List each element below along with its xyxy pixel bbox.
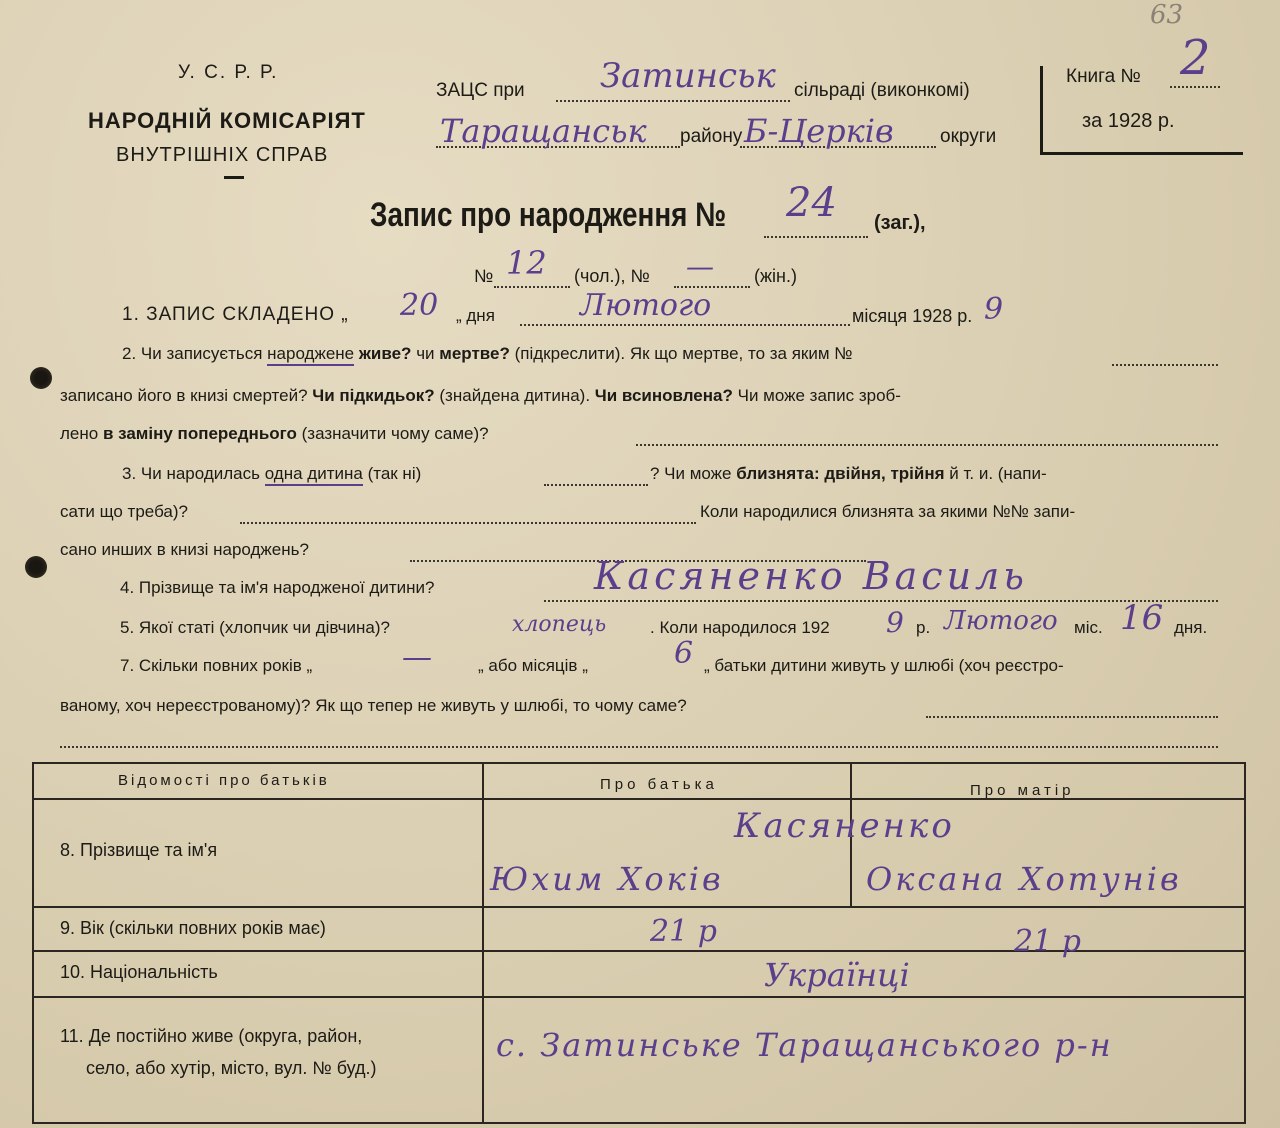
item3-l3: сано инших в книзі народжень? — [60, 540, 309, 559]
item5-dnia: дня. — [1174, 618, 1208, 637]
item7-l1c: „ батьки дитини живуть у шлюбі (хоч реєстро- — [704, 656, 1064, 675]
item3-l1c: (так ні) — [367, 464, 422, 483]
item7-l2: ваному, хоч нереєстрованому)? Як що тепер не живуть у шлюбі, то чому саме? — [60, 696, 687, 715]
item2-l3a: лено — [60, 424, 99, 443]
row10-nationality: Українці — [764, 956, 910, 994]
punch-hole-bottom — [25, 556, 47, 578]
table-header-father: Про батька — [600, 776, 718, 793]
sub-female-number: — — [686, 250, 714, 283]
item4-label: 4. Прізвище та ім'я народженої дитини? — [120, 578, 435, 597]
row11-label-l1: 11. Де постійно живе (округа, район, — [60, 1026, 363, 1046]
item2-l2e: Чи може запис зроб- — [737, 386, 901, 405]
birth-day: 16 — [1120, 598, 1164, 638]
record-number: 24 — [786, 180, 837, 226]
header-dash — [224, 176, 244, 179]
item7-l1a: 7. Скільки повних років „ — [120, 656, 313, 675]
item3-l1f: двійня, трійня — [824, 464, 945, 483]
zags-prefix: ЗАЦС при — [436, 80, 525, 101]
village-value: Затинськ — [600, 56, 776, 96]
marriage-years: — — [402, 640, 432, 675]
item3-l2a: сати що треба)? — [60, 502, 188, 521]
item2-l3c: (зазначити чому саме)? — [301, 424, 489, 443]
record-title: Запис про народження № — [370, 196, 727, 234]
district-label: району — [680, 126, 743, 147]
council-suffix: сільраді (виконкомі) — [794, 80, 970, 101]
birth-year-digit: 9 — [886, 606, 904, 639]
table-header-info: Відомості про батьків — [118, 772, 330, 789]
item2-l2d: Чи всиновлена? — [594, 386, 733, 405]
sub-female-label: (жін.) — [754, 266, 797, 286]
item2-l2c: (знайдена дитина). — [439, 386, 591, 405]
item1-label: 1. ЗАПИС СКЛАДЕНО „ — [122, 304, 349, 325]
item2-line2 — [60, 386, 901, 406]
item1-day-label: „ дня — [456, 306, 495, 325]
item2-line3 — [60, 424, 489, 444]
item3-line1 — [122, 464, 421, 484]
row11-residence: с. Затинське Таращанського р-н — [496, 1026, 1113, 1064]
ministry-label: ВНУТРІШНІХ СПРАВ — [116, 144, 329, 166]
birth-month: Лютого — [944, 606, 1058, 636]
item1-day: 20 — [400, 288, 439, 323]
row8-father-name: Юхим Хоків — [490, 860, 724, 898]
item2-line1 — [122, 344, 853, 364]
item5-mis: міс. — [1074, 618, 1103, 637]
item3-l1a: 3. Чи народилась — [122, 464, 260, 483]
commissariat-label: НАРОДНІЙ КОМІСАРІЯТ — [88, 108, 366, 133]
item3-l2b: Коли народилися близнята за якими №№ запи- — [700, 502, 1076, 521]
row11-label-l2: село, або хутір, місто, вул. № буд.) — [86, 1058, 377, 1078]
item1-year-fix: 9 — [984, 292, 1004, 327]
row9-label: 9. Вік (скільки повних років має) — [60, 918, 326, 938]
item1-month: Лютого — [580, 288, 712, 323]
okruha-value: Б-Церків — [744, 112, 894, 150]
marriage-months: 6 — [674, 636, 694, 671]
item3-line1b — [650, 464, 1047, 484]
child-sex: хлопець — [512, 612, 607, 637]
item1-tail: місяця 1928 р. — [852, 306, 973, 326]
district-value: Таращанськ — [440, 112, 647, 150]
item2-l3b: в заміну попереднього — [102, 424, 297, 443]
item2-l1a: 2. Чи записується — [122, 344, 263, 363]
item3-l1g: й т. и. (напи- — [949, 464, 1047, 483]
row9-father-age: 21 р — [650, 914, 717, 949]
item3-l1d: ? Чи може — [650, 464, 732, 483]
item2-l1f: (підкреслити). Як що мертве, то за яким № — [514, 344, 853, 363]
item2-l1e: мертве? — [439, 344, 510, 363]
row10-label: 10. Національність — [60, 962, 218, 982]
row9-mother-age: 21 р — [1014, 924, 1081, 959]
row8-surname: Касяненко — [734, 806, 955, 846]
corner-mark: 63 — [1150, 0, 1184, 30]
item5-label: 5. Якої статі (хлопчик чи дівчина)? — [120, 618, 390, 637]
sub-male-number: 12 — [506, 244, 547, 282]
item5-mid: . Коли народилося 192 — [650, 618, 830, 637]
item2-l1b: народжене — [267, 344, 354, 366]
book-year: за 1928 р. — [1082, 110, 1175, 132]
punch-hole-top — [30, 367, 52, 389]
book-number: 2 — [1180, 30, 1211, 86]
item3-l1e: близнята: — [736, 464, 820, 483]
row8-mother-name: Оксана Хотунів — [866, 860, 1182, 898]
item2-l2b: Чи підкидьок? — [312, 386, 435, 405]
usrr-label: У. С. Р. Р. — [178, 62, 279, 83]
item2-l1d: чи — [416, 344, 435, 363]
item7-l1b: „ або місяців „ — [478, 656, 588, 675]
record-suffix: (заг.), — [874, 212, 926, 234]
item5-r: р. — [916, 618, 931, 637]
sub-no-label: № — [474, 266, 494, 286]
book-label: Книга № — [1066, 66, 1141, 87]
child-name: Касяненко Василь — [594, 554, 1028, 598]
table-header-mother: Про матір — [970, 782, 1075, 799]
item3-l1b: одна дитина — [265, 464, 363, 486]
row8-label: 8. Прізвище та ім'я — [60, 840, 218, 860]
item2-l1c: живе? — [358, 344, 412, 363]
sub-male-label: (чол.), № — [574, 266, 650, 286]
item2-l2a: записано його в книзі смертей? — [60, 386, 308, 405]
okruha-label: округи — [940, 126, 997, 147]
